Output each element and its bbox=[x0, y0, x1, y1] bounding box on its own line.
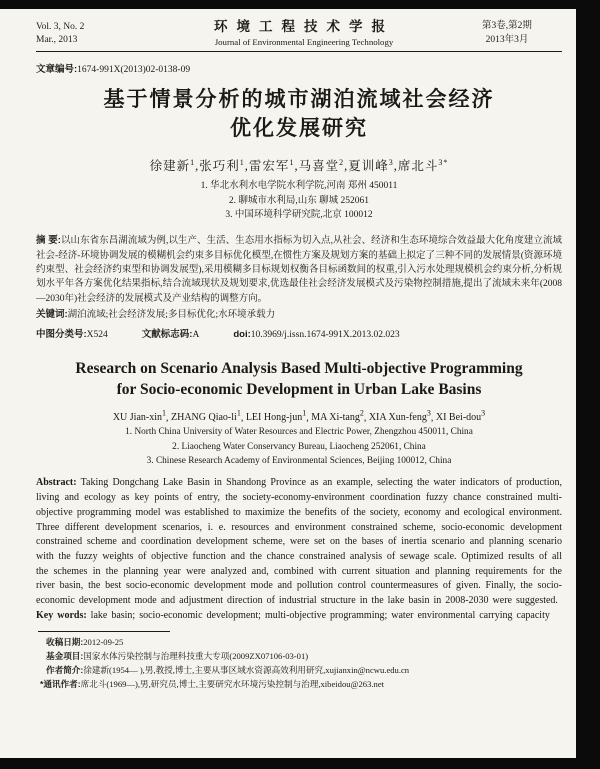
authors-cn bbox=[36, 156, 562, 174]
clc-value: X524 bbox=[86, 329, 108, 340]
title-cn-line2: 优化发展研究 bbox=[230, 116, 368, 140]
corresponding-author-line bbox=[40, 678, 562, 692]
affiliation-en: 1. North China University of Water Resources and Electric Power, Zhengzhou 450011, China bbox=[125, 427, 473, 438]
footnotes bbox=[36, 636, 562, 691]
author-bio-label: 作者简介: bbox=[46, 664, 84, 675]
author-separator: , bbox=[244, 158, 249, 173]
corresponding-author-value: 席北斗(1969—),男,研究员,博士,主要研究水环境污染控制与治理,xibeidou@263.net bbox=[80, 678, 385, 689]
corresponding-author-label: *通讯作者: bbox=[40, 678, 81, 689]
author-cn: 马喜堂$^2$ bbox=[298, 157, 345, 173]
author-bio-line bbox=[46, 664, 562, 678]
affiliation-en: 3. Chinese Research Academy of Environmental Sciences, Beijing 100012, China bbox=[146, 456, 452, 467]
issue-date-en: Mar., 2013 bbox=[36, 35, 78, 46]
affiliation-en: 2. Liaocheng Water Conservancy Bureau, Liaocheng 252061, China bbox=[172, 441, 426, 452]
title-en-line2: for Socio-economic Development in Urban Lake Basins bbox=[116, 381, 482, 399]
header-volume-left bbox=[36, 21, 156, 47]
author-en: XU Jian-xin$^1$ bbox=[112, 408, 166, 424]
author-separator: , bbox=[393, 158, 398, 173]
classification-line bbox=[36, 326, 562, 340]
issue-number-cn: 第3卷,第2期 bbox=[482, 21, 532, 32]
author-cn: 张巧利$^1$ bbox=[199, 157, 245, 173]
author-separator: , bbox=[363, 412, 369, 424]
title-cn bbox=[36, 86, 562, 144]
article-number-line bbox=[36, 61, 562, 75]
scan-edge-bottom bbox=[0, 758, 600, 769]
journal-page bbox=[0, 9, 576, 758]
journal-name bbox=[156, 15, 452, 47]
author-cn: 雷宏军$^1$ bbox=[248, 157, 295, 173]
abstract-en-label: Abstract: bbox=[36, 477, 77, 489]
abstract-cn bbox=[36, 234, 562, 306]
affiliation-cn: 1. 华北水利水电学院水利学院,河南 郑州 450011 bbox=[200, 180, 398, 191]
volume-number: Vol. 3, No. 2 bbox=[36, 22, 85, 33]
doc-code-label: 文献标志码: bbox=[141, 328, 193, 340]
author-en: LEI Hong-jun$^1$ bbox=[245, 408, 307, 424]
article-number-value: 1674-991X(2013)02-0138-09 bbox=[77, 65, 191, 75]
abstract-cn-label: 摘 要: bbox=[36, 235, 61, 247]
doc-code-value: A bbox=[192, 329, 200, 340]
affiliation-cn: 3. 中国环境科学研究院,北京 100012 bbox=[225, 210, 373, 221]
author-cn: 夏训峰$^3$ bbox=[348, 157, 394, 173]
author-separator: , bbox=[195, 158, 200, 173]
author-separator: , bbox=[166, 412, 171, 424]
author-cn: 徐建新$^1$ bbox=[149, 157, 196, 173]
doi-value: 10.3969/j.issn.1674-991X.2013.02.023 bbox=[250, 329, 400, 340]
scan-edge-top bbox=[0, 0, 600, 9]
journal-header bbox=[36, 15, 562, 52]
received-date-line bbox=[46, 636, 562, 650]
received-date-value: 2012-09-25 bbox=[83, 637, 124, 648]
title-cn-line1: 基于情景分析的城市湖泊流域社会经济 bbox=[103, 88, 495, 111]
author-cn: 席北斗$^{3*}$ bbox=[397, 157, 449, 173]
author-en: XIA Xun-feng$^3$ bbox=[368, 408, 431, 424]
author-bio-value: 徐建新(1954— ),男,教授,博士,主要从事区域水资源高效利用研究,xujianxin@ncwu.edu.cn bbox=[83, 664, 410, 675]
abstract-en-text: Taking Dongchang Lake Basin in Shandong Province as an example, selecting the water indicators of production, living and ecology as key points of entry, the society-economy-environment coordination fuzzy chance constrained multi-objective programming model was established to maximize the benefits of the society, economy and ecological environment. Three different development scenarios, i. e. resources and environment constrained scheme, socio-economic development constrained scheme and coordination development scheme, were set on the bases of inertia scenario and planning scenario with the fuzzy weights of objective function and the chance constrained analysis of sewage scale. Optimized results of all the schemes in the planning year were analyzed and, combined with current situation and planning requirements for the river basin, the best socio-economic development mode and pollution control countermeasures of given. Finally, the socio-economic development mode and adjustment direction of industrial structure in the lake basin in 2008-2030 were suggested. bbox=[36, 477, 562, 606]
author-en: MA Xi-tang$^2$ bbox=[311, 408, 364, 424]
fund-line bbox=[46, 650, 562, 664]
clc-label: 中图分类号: bbox=[36, 328, 87, 340]
abstract-en bbox=[36, 476, 562, 608]
issue-date-cn: 2013年3月 bbox=[485, 34, 529, 45]
footnote-divider bbox=[38, 631, 170, 632]
fund-label: 基金项目: bbox=[46, 651, 84, 662]
keywords-en-label: Key words: bbox=[36, 609, 87, 621]
affiliation-cn: 2. 聊城市水利局,山东 聊城 252061 bbox=[228, 195, 370, 206]
fund-value: 国家水体污染控制与治理科技重大专项(2009ZX07106-03-01) bbox=[83, 651, 309, 662]
keywords-cn-label: 关键词: bbox=[36, 309, 68, 321]
article-number-label: 文章编号: bbox=[36, 64, 78, 75]
author-en: ZHANG Qiao-$li^1$ bbox=[171, 408, 241, 424]
author-separator: , bbox=[306, 412, 312, 424]
header-issue-right bbox=[452, 20, 562, 47]
keywords-cn-line bbox=[36, 308, 562, 322]
received-date-label: 收稿日期: bbox=[46, 637, 84, 648]
affiliations-cn bbox=[36, 179, 562, 223]
author-separator: , bbox=[240, 412, 246, 424]
journal-name-cn: 环境工程技术学报 bbox=[214, 19, 394, 34]
affiliations-en bbox=[36, 425, 562, 468]
keywords-en-text: lake basin; socio-economic development; multi-objective programming; water environmental carrying capacity bbox=[90, 609, 550, 621]
authors-en bbox=[36, 409, 562, 423]
title-en-line1: Research on Scenario Analysis Based Multi-objective Programming bbox=[75, 359, 523, 377]
abstract-cn-text: 以山东省东昌湖流域为例,以生产、生活、生态用水指标为切入点,从社会、经济和生态环境综合效益最大化角度建立流域社会-经济-环境协调发展的模糊机会约束多目标优化模型,在惯性方案及规划方案的基础上拟定了三种不同的发展情景(资源环境约束型、社会经济约束型和协调发展型),采用模糊多目标规划权衡各目标函数间的权重,引入污水处理规模机会约束分析,分析规划水平年各方案优化结果指标,结合流域现状及规划要求,优选最佳社会经济发展模式及污染物控制措施,提出了流域未来年(2008—2030年)社会经济的发展模式及产业结构的调整方向。 bbox=[36, 236, 562, 304]
author-en: XI Bei-dou$^3$ bbox=[435, 408, 486, 424]
author-separator: , bbox=[294, 158, 299, 173]
scan-edge-right bbox=[576, 0, 600, 769]
author-separator: , bbox=[430, 412, 436, 424]
journal-name-en: Journal of Environmental Engineering Technology bbox=[214, 37, 394, 47]
keywords-en-line bbox=[36, 609, 562, 624]
author-separator: , bbox=[344, 158, 349, 173]
doi-label: doi: bbox=[233, 328, 251, 340]
keywords-cn-text: 湖泊流域;社会经济发展;多目标优化;水环境承载力 bbox=[67, 310, 276, 321]
title-en bbox=[36, 358, 562, 401]
